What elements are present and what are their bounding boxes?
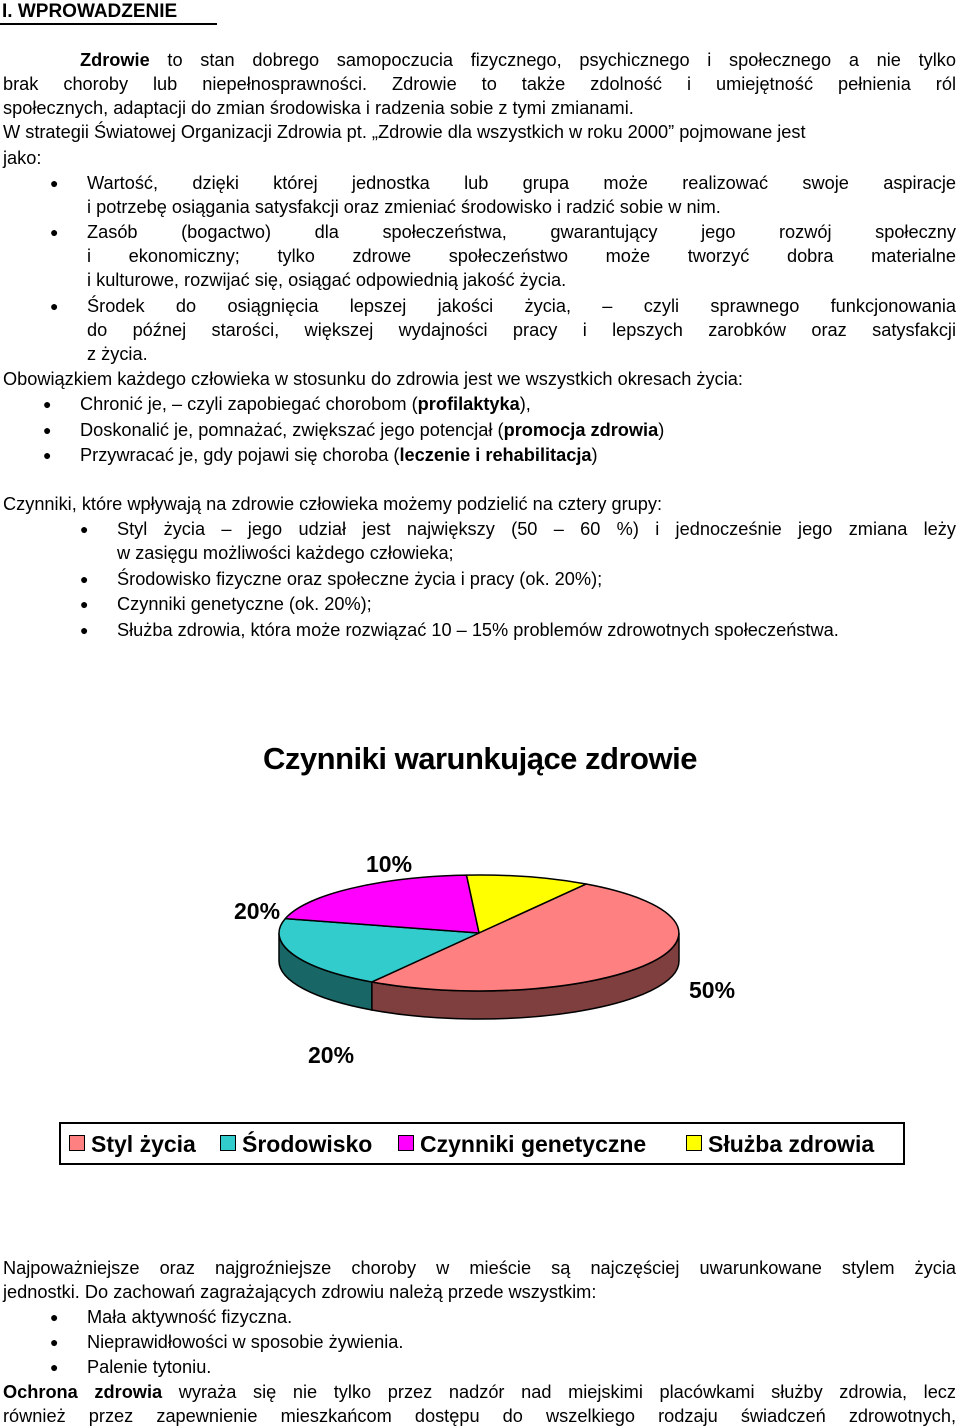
bottom-line-2: jednostki. Do zachowań zagrażających zdrowiu należą przede wszystkim: xyxy=(3,1282,597,1302)
duty-item-bold: profilaktyka xyxy=(417,394,520,414)
bullet-dot: ● xyxy=(43,396,52,412)
chart-title: Czynniki warunkujące zdrowie xyxy=(263,741,697,776)
bottom-item-3: Palenie tytoniu. xyxy=(87,1357,212,1377)
bottom-item-2: Nieprawidłowości w sposobie żywienia. xyxy=(87,1332,404,1352)
pie-chart xyxy=(0,860,960,1060)
section-heading: I. WPROWADZENIE xyxy=(2,1,178,22)
legend-swatch xyxy=(686,1135,702,1151)
intro-line-1-text: to stan dobrego samopoczucia fizycznego, psychicznego i społecznego a nie tylko xyxy=(149,50,956,70)
bottom-line-1: Najpoważniejsze oraz najgroźniejsze choroby w mieście są najczęściej uwarunkowane stylem życia xyxy=(3,1258,956,1278)
duty-item-text: ) xyxy=(658,420,665,440)
factor-item-1-line-1: Styl życia – jego udział jest największy (50 – 60 %) i jednocześnie jego zmiana leży xyxy=(117,519,956,539)
factors-lead: Czynniki, które wpływają na zdrowie człowieka możemy podzielić na cztery grupy: xyxy=(3,494,663,514)
pie-label-styl: 50% xyxy=(689,977,736,1003)
legend-swatch xyxy=(69,1135,85,1151)
legend-swatch xyxy=(220,1135,236,1151)
legend-item-styl xyxy=(69,1132,196,1156)
bullet-dot: ● xyxy=(80,596,89,612)
bullet-dot: ● xyxy=(50,224,59,240)
factor-item-4: Służba zdrowia, która może rozwiązać 10 – 15% problemów zdrowotnych społeczeństwa. xyxy=(117,620,839,640)
intro-line-3: społecznych, adaptacji do zmian środowiska i radzenia sobie z tymi zmianami. xyxy=(3,98,634,118)
who-bullet-2-line-1: Zasób (bogactwo) dla społeczeństwa, gwarantujący jego rozwój społeczny xyxy=(87,222,956,242)
duty-item-1 xyxy=(80,392,531,416)
duty-item-bold: promocja zdrowia xyxy=(503,420,659,440)
legend-label: Czynniki genetyczne xyxy=(420,1131,647,1157)
factor-item-2: Środowisko fizyczne oraz społeczne życia i pracy (ok. 20%); xyxy=(117,569,603,589)
factor-item-1-line-2: w zasięgu możliwości każdego człowieka; xyxy=(117,543,454,563)
legend-swatch xyxy=(398,1135,414,1151)
pie-label-sluzba: 10% xyxy=(366,851,413,877)
bullet-dot: ● xyxy=(80,622,89,638)
intro-line-5: jako: xyxy=(3,148,42,168)
duty-item-text: ) xyxy=(591,445,598,465)
who-bullet-3-line-2: do późnej starości, większej wydajności pracy i lepszych zarobków oraz satysfakcji xyxy=(87,320,956,340)
factor-item-3: Czynniki genetyczne (ok. 20%); xyxy=(117,594,372,614)
duty-lead: Obowiązkiem każdego człowieka w stosunku do zdrowia jest we wszystkich okresach życia: xyxy=(3,369,743,389)
duty-item-3 xyxy=(80,443,598,467)
bottom-line-3-text: wyraża się nie tylko przez nadzór nad miejskimi placówkami służby zdrowia, lecz xyxy=(162,1382,956,1402)
bullet-dot: ● xyxy=(50,298,59,314)
bottom-line-3 xyxy=(3,1380,956,1404)
who-bullet-3-line-3: z życia. xyxy=(87,344,148,364)
legend-item-sluzba xyxy=(686,1132,874,1156)
bullet-dot: ● xyxy=(50,1309,59,1325)
who-bullet-1-line-2: i potrzebę osiągania satysfakcji oraz zmieniać środowisko i radzić sobie w nim. xyxy=(87,197,721,217)
legend-item-srodowisko xyxy=(220,1132,372,1156)
bottom-item-1: Mała aktywność fizyczna. xyxy=(87,1307,293,1327)
heading-underline xyxy=(0,23,217,25)
who-bullet-3-line-1: Środek do osiągnięcia lepszej jakości życia, – czyli sprawnego funkcjonowania xyxy=(87,296,956,316)
duty-item-text: ), xyxy=(519,394,531,414)
chart-legend xyxy=(59,1122,905,1165)
who-bullet-1-line-1: Wartość, dzięki której jednostka lub grupa może realizować swoje aspiracje xyxy=(87,173,956,193)
bullet-dot: ● xyxy=(50,1334,59,1350)
bottom-line-4: również przez zapewnienie mieszkańcom dostępu do wszelkiego rodzaju świadczeń zdrowotnych, xyxy=(3,1406,956,1426)
duty-item-text: Chronić je, – czyli zapobiegać chorobom ( xyxy=(80,394,418,414)
bullet-dot: ● xyxy=(50,1359,59,1375)
intro-line-1 xyxy=(80,48,956,72)
bullet-dot: ● xyxy=(80,521,89,537)
pie-label-srodowisko: 20% xyxy=(308,1042,355,1068)
legend-item-genetyczne xyxy=(398,1132,646,1156)
legend-label: Służba zdrowia xyxy=(708,1131,875,1157)
who-bullet-2-line-2: i ekonomiczny; tylko zdrowe społeczeństwo może tworzyć dobra materialne xyxy=(87,246,956,266)
legend-label: Środowisko xyxy=(242,1131,373,1157)
duty-item-text: Przywracać je, gdy pojawi się choroba ( xyxy=(80,445,400,465)
intro-line-4: W strategii Światowej Organizacji Zdrowia pt. „Zdrowie dla wszystkich w roku 2000” pojmowane jest xyxy=(3,122,806,142)
bullet-dot: ● xyxy=(80,571,89,587)
intro-line-2: brak choroby lub niepełnosprawności. Zdrowie to także zdolność i umiejętność pełnienia ról xyxy=(3,74,956,94)
intro-bold-term: Zdrowie xyxy=(80,50,150,70)
bullet-dot: ● xyxy=(43,447,52,463)
who-bullet-2-line-3: i kulturowe, rozwijać się, osiągać odpowiednią jakość życia. xyxy=(87,270,567,290)
duty-item-text: Doskonalić je, pomnażać, zwiększać jego potencjał ( xyxy=(80,420,504,440)
bullet-dot: ● xyxy=(43,422,52,438)
pie-label-genetyczne: 20% xyxy=(234,898,281,924)
bottom-bold-term: Ochrona zdrowia xyxy=(3,1382,163,1402)
duty-item-bold: leczenie i rehabilitacja xyxy=(399,445,592,465)
bullet-dot: ● xyxy=(50,175,59,191)
duty-item-2 xyxy=(80,418,664,442)
legend-label: Styl życia xyxy=(91,1131,196,1157)
